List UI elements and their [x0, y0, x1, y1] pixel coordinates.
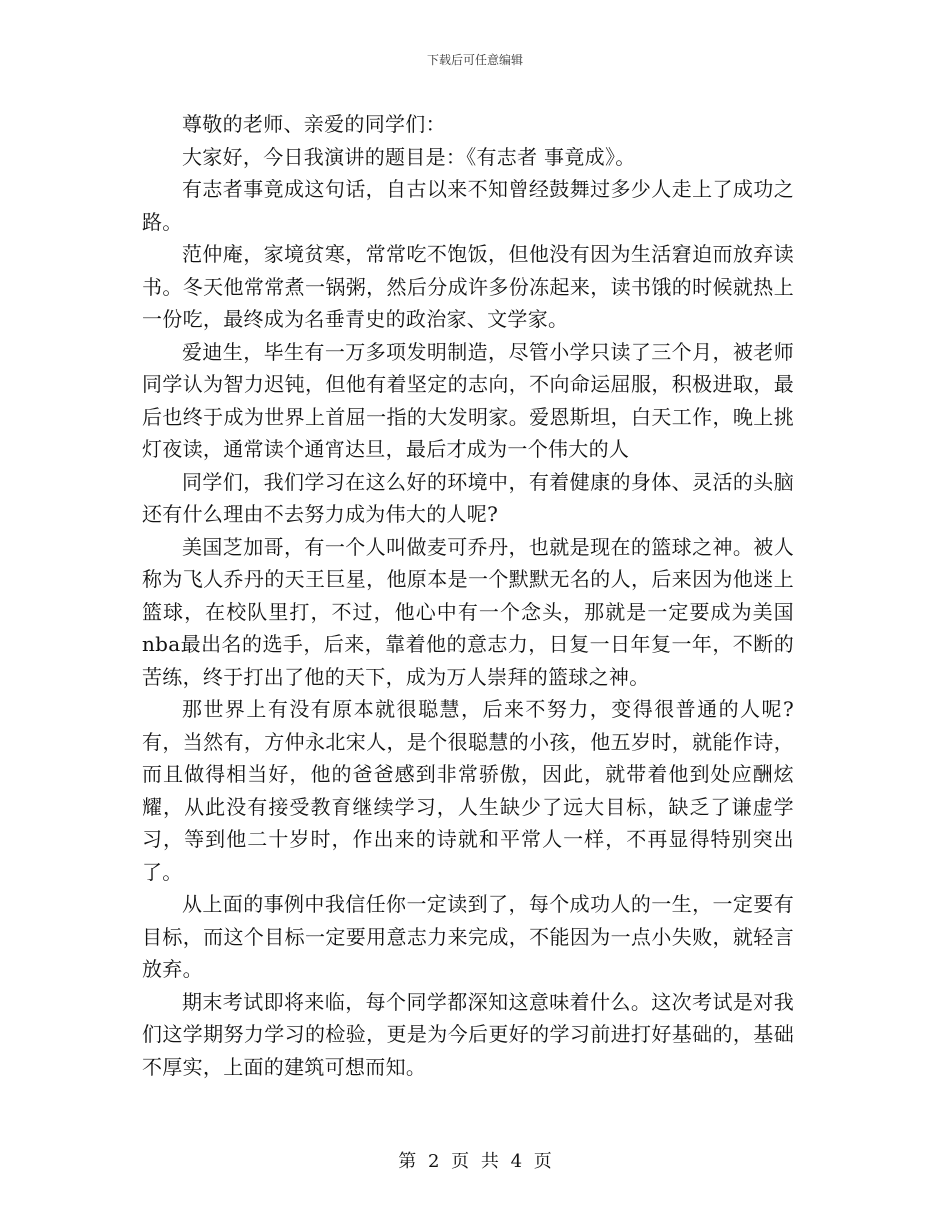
paragraph-classmates: 同学们，我们学习在这么好的环境中，有着健康的身体、灵活的头脑还有什么理由不去努力成为伟大的人呢? — [142, 469, 794, 526]
paragraph-title-intro: 大家好，今日我演讲的题目是：《有志者 事竟成》。 — [182, 144, 636, 169]
page-header: 下载后可任意编辑 — [426, 53, 523, 67]
paragraph-fang-zhongyong: 那世界上有没有原本就很聪慧，后来不努力，变得很普通的人呢?有，当然有，方仲永北宋人，是个很聪慧的小孩，他五岁时，就能作诗，而且做得相当好，他的爸爸感到非常骄傲，因此，就带着他到处应酬炫耀，从此没有接受教育继续学习，人生缺少了远大目标，缺乏了谦虚学习，等到他二十岁时，作出来的诗就和平常人一样，不再显得特别突出了。 — [142, 697, 794, 884]
paragraph-jordan: 美国芝加哥，有一个人叫做麦可乔丹，也就是现在的篮球之神。被人称为飞人乔丹的天王巨星，他原本是一个默默无名的人，后来因为他迷上篮球，在校队里打，不过，他心中有一个念头，那就是一定要成为美国nba最出名的选手，后来，靠着他的意志力，日复一日年复一年，不断的苦练，终于打出了他的天下，成为万人崇拜的篮球之神。 — [142, 534, 794, 689]
paragraph-proverb: 有志者事竟成这句话，自古以来不知曾经鼓舞过多少人走上了成功之路。 — [142, 177, 794, 234]
page-number: 第 2 页 共 4 页 — [398, 1151, 552, 1172]
paragraph-edison-einstein: 爱迪生，毕生有一万多项发明制造，尽管小学只读了三个月，被老师同学认为智力迟钝，但他有着坚定的志向，不向命运屈服，积极进取，最后也终于成为世界上首屈一指的大发明家。爱恩斯坦，白天工作，晚上挑灯夜读，通常读个通宵达旦，最后才成为一个伟大的人 — [142, 339, 794, 461]
paragraph-lesson: 从上面的事例中我信任你一定读到了，每个成功人的一生，一定要有目标，而这个目标一定要用意志力来完成，不能因为一点小失败，就轻言放弃。 — [142, 892, 794, 981]
document-body — [142, 108, 794, 1083]
paragraph-fan-zhongyan: 范仲庵，家境贫寒，常常吃不饱饭，但他没有因为生活窘迫而放弃读书。冬天他常常煮一锅粥，然后分成许多份冻起来，读书饿的时候就热上一份吃，最终成为名垂青史的政治家、文学家。 — [142, 242, 794, 331]
paragraph-salutation: 尊敬的老师、亲爱的同学们： — [182, 112, 446, 136]
paragraph-exam: 期末考试即将来临，每个同学都深知这意味着什么。这次考试是对我们这学期努力学习的检验，更是为今后更好的学习前进打好基础的，基础不厚实，上面的建筑可想而知。 — [142, 989, 794, 1079]
